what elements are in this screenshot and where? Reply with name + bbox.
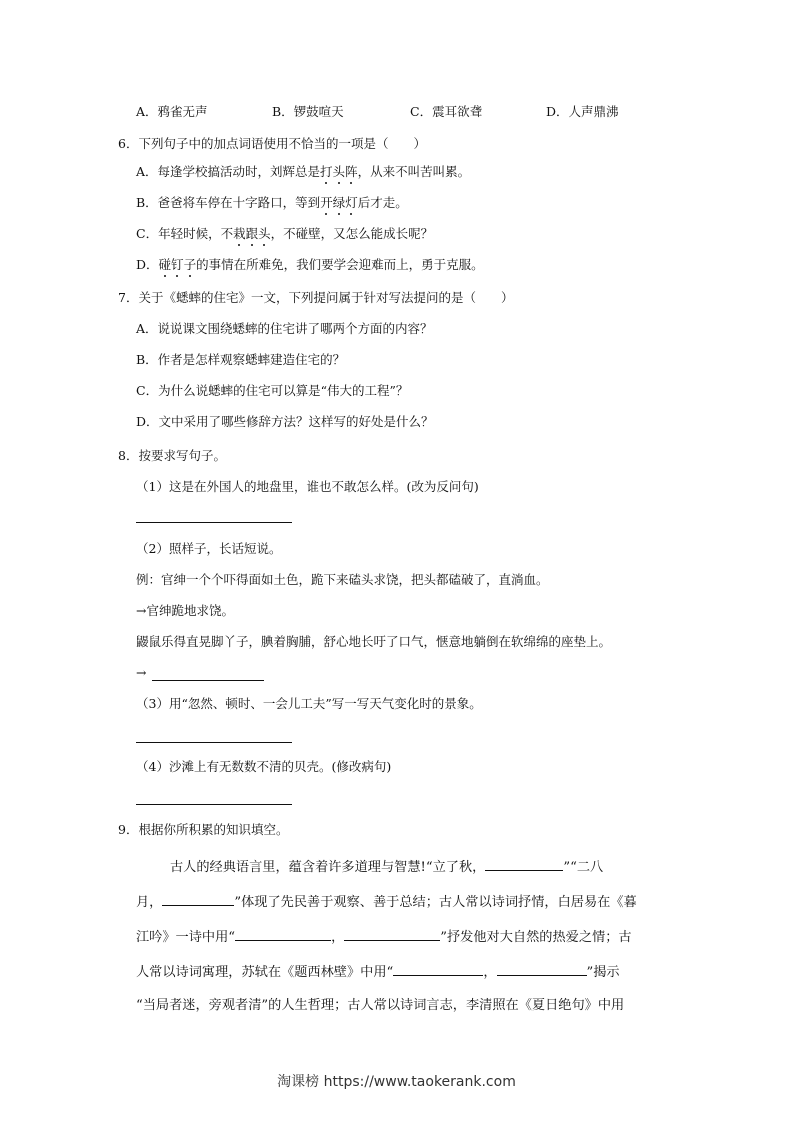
q6-b-post: 后才走。 xyxy=(357,195,408,210)
q5-option-a: A．鸦雀无声 xyxy=(136,104,208,119)
q8-sub4-answer-line[interactable] xyxy=(136,804,292,805)
q9-text-4c: ”揭示 xyxy=(586,965,620,980)
q6-c-pre: C．年轻时候，不 xyxy=(136,226,234,241)
q6-d-dotted: 碰钉子 xyxy=(158,257,197,272)
q5-option-b: B．锣鼓喧天 xyxy=(272,104,344,119)
q6-option-b xyxy=(136,195,408,211)
q6-option-c xyxy=(136,226,433,242)
q9-text-2b: ”体现了先民善于观察、善于总结；古人常以诗词抒情，白居易在《暮 xyxy=(234,895,637,910)
q9-text-1a: 古人的经典语言里，蕴含着许多道理与智慧!“立了秋， xyxy=(170,860,486,875)
q8-sub2-arrow: → xyxy=(136,665,147,680)
q8-sub2: （2）照样子，长话短说。 xyxy=(136,541,282,556)
q6-b-dotted: 开绿灯 xyxy=(320,195,358,210)
q6-b-pre: B．爸爸将车停在十字路口，等到 xyxy=(136,195,321,210)
q9-blank-5[interactable] xyxy=(393,963,483,976)
q6-d-post: 的事情在所难免，我们要学会迎难而上，勇于克服。 xyxy=(196,257,484,272)
q9-text-4a: 人常以诗词寓理，苏轼在《题西林壁》中用“ xyxy=(136,965,394,980)
q6-d-pre: D． xyxy=(136,257,159,272)
q9-text-3c: ”抒发他对大自然的热爱之情；古 xyxy=(440,930,632,945)
q7-stem: 7．关于《蟋蟀的住宅》一文，下列提问属于针对写法提问的是（ ） xyxy=(118,290,514,305)
q7-option-a: A．说说课文围绕蟋蟀的住宅讲了哪两个方面的内容？ xyxy=(136,321,433,336)
q5-option-c: C．震耳欲聋 xyxy=(410,104,483,119)
q9-text-4b: ， xyxy=(483,965,497,980)
q9-text-3b: ， xyxy=(331,930,345,945)
q6-a-dotted: 打头阵 xyxy=(320,164,358,179)
q8-sub2-answer-line[interactable] xyxy=(152,680,264,681)
q9-text-2a: 月， xyxy=(136,895,163,910)
q6-a-post: ，从来不叫苦叫累。 xyxy=(357,164,471,179)
q9-paragraph-line-2 xyxy=(136,893,637,911)
q6-a-pre: A．每逢学校搞活动时，刘辉总是 xyxy=(136,164,321,179)
q7-option-c: C．为什么说蟋蟀的住宅可以算是“伟大的工程”？ xyxy=(136,383,409,398)
q6-c-dotted: 栽跟头 xyxy=(233,226,271,241)
q8-example-answer: →官绅跪地求饶。 xyxy=(136,603,234,618)
q8-sentence: 鼹鼠乐得直晃脚丫子，腆着胸脯，舒心地长吁了口气，惬意地躺倒在软绵绵的座垫上。 xyxy=(136,634,612,649)
q9-paragraph-line-3 xyxy=(136,928,632,946)
q9-blank-1[interactable] xyxy=(485,858,563,871)
q9-paragraph-line-1 xyxy=(170,858,603,876)
q6-stem: 6．下列句子中的加点词语使用不恰当的一项是（ ） xyxy=(118,136,426,151)
q9-paragraph-line-4 xyxy=(136,963,620,981)
q9-blank-2[interactable] xyxy=(162,893,234,906)
q9-blank-6[interactable] xyxy=(497,963,587,976)
q9-text-3a: 江吟》一诗中用“ xyxy=(136,930,236,945)
q8-sub3: （3）用“忽然、顿时、一会儿工夫”写一写天气变化时的景象。 xyxy=(136,696,482,711)
q9-text-1b: ”“二八 xyxy=(563,860,604,875)
q9-paragraph-line-5: “当局者迷，旁观者清”的人生哲理；古人常以诗词言志，李清照在《夏日绝句》中用 xyxy=(136,998,625,1013)
q7-option-d: D．文中采用了哪些修辞方法？这样写的好处是什么？ xyxy=(136,414,434,429)
q6-c-post: ，不碰壁，又怎么能成长呢？ xyxy=(270,226,434,241)
q9-stem: 9．根据你所积累的知识填空。 xyxy=(118,822,289,837)
q6-option-a xyxy=(136,164,470,180)
q6-option-d xyxy=(136,257,484,273)
q8-sub1: （1）这是在外国人的地盘里，谁也不敢怎么样。(改为反问句) xyxy=(136,479,479,494)
footer-watermark: 淘课榜 https://www.taokerank.com xyxy=(277,1074,516,1090)
q9-blank-4[interactable] xyxy=(344,928,440,941)
q9-blank-3[interactable] xyxy=(235,928,331,941)
q7-option-b: B．作者是怎样观察蟋蟀建造住宅的？ xyxy=(136,352,346,367)
q5-option-d: D．人声鼎沸 xyxy=(546,104,619,119)
q8-sub1-answer-line[interactable] xyxy=(136,522,292,523)
q8-example: 例：官绅一个个吓得面如土色，跪下来磕头求饶，把头都磕破了，直淌血。 xyxy=(136,572,549,587)
q8-stem: 8．按要求写句子。 xyxy=(118,448,226,463)
q8-sub4: （4）沙滩上有无数数不清的贝壳。(修改病句) xyxy=(136,759,392,774)
q8-sub3-answer-line[interactable] xyxy=(136,742,292,743)
